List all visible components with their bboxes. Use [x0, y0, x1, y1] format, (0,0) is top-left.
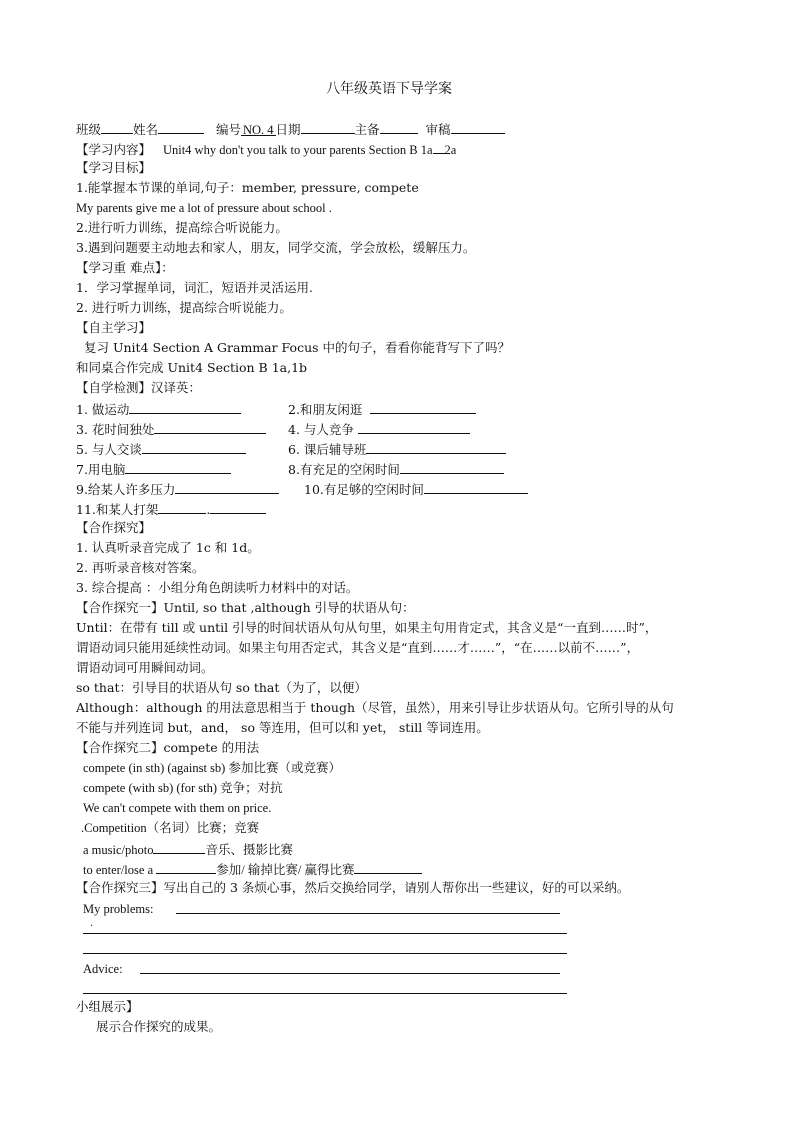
content-blank [433, 140, 445, 154]
goal-1: 1.能掌握本节课的单词,句子：member, pressure, compete [76, 180, 419, 195]
although-line-2: 不能与并列连词 but，and， so 等连用，但可以和 yet， still 等词连用。 [76, 720, 489, 735]
answer-blank[interactable] [142, 440, 246, 454]
self-study-2: 和同桌合作完成 Unit4 Section B 1a,1b [76, 360, 308, 375]
check-item: 5. 与人交谈 [76, 440, 246, 458]
check-item: 10.有足够的空闲时间 [304, 480, 528, 498]
answer-blank[interactable] [210, 500, 266, 514]
answer-blank[interactable] [366, 440, 506, 454]
compete-usage-1: compete (in sth) (against sb) 参加比赛（或竞赛） [83, 761, 341, 775]
answer-blank[interactable] [354, 860, 422, 874]
answer-blank[interactable] [129, 400, 241, 414]
coop-step-3: 3. 综合提高 ：小组分角色朗读听力材料中的对话。 [76, 580, 359, 595]
advice-line[interactable] [83, 993, 567, 994]
goals-label: 【学习目标】 [76, 160, 152, 175]
answer-blank[interactable] [175, 480, 279, 494]
content-text: Unit4 why don't you talk to your parents Section B 1a [162, 143, 433, 157]
content-label: 【学习内容】 [76, 142, 152, 157]
goal-2: 2.进行听力训练，提高综合听说能力。 [76, 220, 288, 235]
advice-line[interactable] [140, 973, 560, 974]
check-item: 8.有充足的空闲时间 [288, 460, 504, 478]
check-item: 2.和朋友闲逛 [288, 400, 476, 418]
number-label: 编号 [215, 122, 241, 137]
compete-usage-2: compete (with sb) (for sth) 竞争；对抗 [83, 781, 283, 795]
until-line-2: 谓语动词只能用延续性动词。如果主句用否定式，其含义是“直到……才……”，“在……以前不……”， [76, 640, 640, 655]
check-item: 6. 课后辅导班 [288, 440, 506, 458]
competition-phrase-2: to enter/lose a 参加/ 输掉比赛/ 赢得比赛 [83, 860, 422, 878]
answer-blank[interactable] [154, 420, 266, 434]
self-study-label: 【自主学习】 [76, 320, 152, 335]
competition-noun: .Competition（名词）比赛；竞赛 [81, 821, 260, 835]
coop3-label: 【合作探究三】写出自己的 3 条烦心事，然后交换给同学，请别人帮你出一些建议，好的可以采纳。 [76, 880, 630, 895]
answer-blank[interactable] [156, 860, 216, 874]
check-item: 7.用电脑 [76, 460, 231, 478]
keypoints-label: 【学习重 难点】： [76, 260, 174, 275]
problems-line[interactable] [176, 913, 560, 914]
answer-blank[interactable] [358, 420, 470, 434]
answer-blank[interactable] [370, 400, 476, 414]
lead-blank[interactable] [380, 120, 418, 134]
review-blank[interactable] [451, 120, 505, 134]
show-text: 展示合作探究的成果。 [96, 1019, 222, 1034]
check-item: 11.和某人打架 . [76, 500, 266, 518]
lead-label: 主备 [354, 122, 380, 137]
check-label: 【自学检测】汉译英： [76, 380, 202, 395]
check-item: 4. 与人竞争 [288, 420, 470, 438]
check-item: 3. 花时间独处 [76, 420, 266, 438]
answer-blank[interactable] [158, 500, 206, 514]
stray-mark: . [90, 918, 94, 929]
compete-example: We can't compete with them on price. [83, 801, 272, 815]
keypoint-2: 2. 进行听力训练，提高综合听说能力。 [76, 300, 292, 315]
so-that-line: so that：引导目的状语从句 so that（为了，以便） [76, 680, 367, 695]
answer-blank[interactable] [400, 460, 504, 474]
keypoint-1: 1．学习掌握单词，词汇，短语并灵活运用. [76, 280, 313, 295]
number-value: NO. 4 [242, 123, 274, 137]
competition-phrase-1: a music/photo 音乐、摄影比赛 [83, 840, 293, 858]
header-row [76, 120, 505, 138]
date-blank[interactable] [301, 120, 355, 134]
problems-line[interactable] [83, 953, 567, 954]
advice-label: Advice: [83, 962, 123, 976]
content-row [76, 140, 456, 158]
goal-1-example: My parents give me a lot of pressure about school . [76, 201, 332, 215]
answer-blank[interactable] [125, 460, 231, 474]
coop-step-1: 1. 认真听录音完成了 1c 和 1d。 [76, 540, 260, 555]
check-item: 1. 做运动 [76, 400, 241, 418]
document-title: 八年级英语下导学案 [326, 81, 452, 97]
check-item: 9.给某人许多压力 [76, 480, 279, 498]
until-line-1: Until：在带有 till 或 until 引导的时间状语从句从句里，如果主句用肯定式，其含义是“一直到……时”， [76, 620, 658, 635]
coop2-label: 【合作探究二】compete 的用法 [76, 740, 260, 755]
answer-blank[interactable] [424, 480, 528, 494]
name-blank[interactable] [158, 120, 204, 134]
answer-blank[interactable] [153, 840, 205, 854]
show-label: 小组展示】 [76, 999, 139, 1014]
review-label: 审稿 [425, 122, 451, 137]
class-blank[interactable] [101, 120, 133, 134]
self-study-1: 复习 Unit4 Section A Grammar Focus 中的句子，看看你能背写下了吗？ [84, 340, 511, 355]
class-label: 班级 [76, 122, 102, 137]
content-text-end: 2a [444, 143, 457, 157]
coop-step-2: 2. 再听录音核对答案。 [76, 560, 205, 575]
until-line-3: 谓语动词可用瞬间动词。 [76, 660, 214, 675]
problems-label: My problems: [83, 902, 154, 916]
coop1-label: 【合作探究一】Until, so that ,although 引导的状语从句： [76, 600, 415, 615]
coop-label: 【合作探究】 [76, 520, 152, 535]
name-label: 姓名 [133, 122, 159, 137]
goal-3: 3.遇到问题要主动地去和家人，朋友，同学交流，学会放松，缓解压力。 [76, 240, 476, 255]
date-label: 日期 [275, 122, 301, 137]
although-line-1: Although：although 的用法意思相当于 though（尽管，虽然），用来引导让步状语从句。它所引导的从句 [76, 700, 674, 715]
problems-line[interactable] [83, 933, 567, 934]
